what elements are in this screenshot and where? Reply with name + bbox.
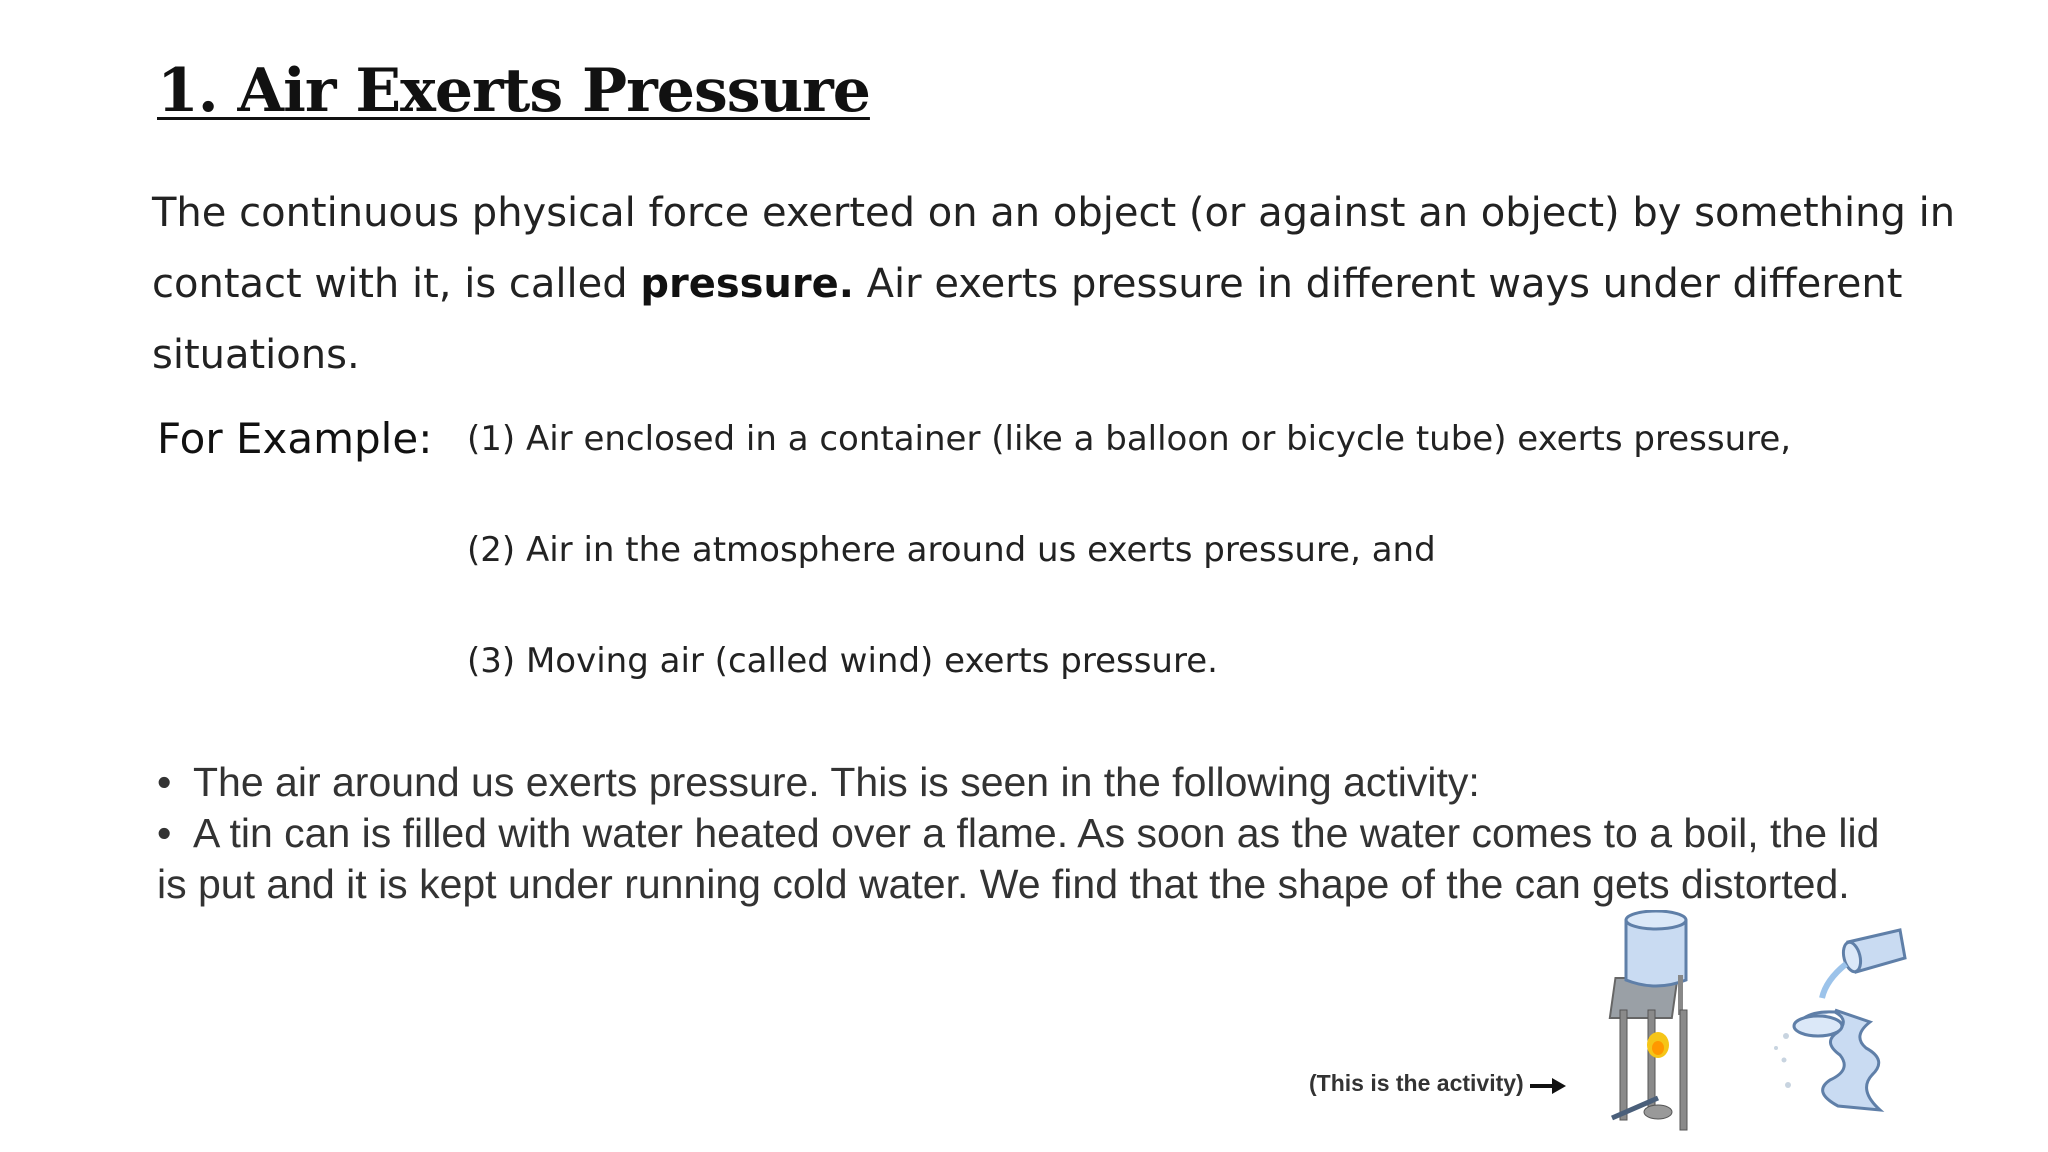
bullet-text-2: A tin can is filled with water heated over a flame. As soon as the water comes to a boil, the lid is put and it is kept under running cold water. We find that the shape of the can gets distorted. bbox=[157, 810, 1880, 907]
bullet-list bbox=[157, 757, 1917, 910]
example-item-3: (3) Moving air (called wind) exerts pressure. bbox=[467, 641, 1218, 681]
heated-can-on-stand-icon bbox=[1610, 911, 1687, 1130]
bullet-item-1 bbox=[157, 757, 1917, 808]
bullet-marker: • bbox=[157, 810, 172, 856]
arrow-right-icon bbox=[1528, 1076, 1568, 1096]
definition-text-after: Air exerts pressure in different ways under different situations. bbox=[152, 261, 1903, 378]
activity-caption: (This is the activity) bbox=[1309, 1070, 1524, 1096]
slide-title: 1. Air Exerts Pressure bbox=[157, 56, 870, 126]
definition-keyword: pressure. bbox=[640, 261, 854, 307]
example-item-1: (1) Air enclosed in a container (like a balloon or bicycle tube) exerts pressure, bbox=[467, 419, 1792, 459]
activity-illustration bbox=[1590, 910, 1920, 1135]
definition-text-before: The continuous physical force exerted on an object (or against an object) by something in contact with it, is called bbox=[152, 190, 1956, 307]
bullet-text-1: The air around us exerts pressure. This is seen in the following activity: bbox=[193, 759, 1480, 805]
example-label: For Example: bbox=[157, 414, 433, 463]
bullet-marker: • bbox=[157, 759, 172, 805]
definition-paragraph bbox=[152, 178, 1982, 391]
crushed-can-under-water-icon bbox=[1774, 930, 1905, 1110]
bullet-item-2 bbox=[157, 808, 1917, 910]
example-item-2: (2) Air in the atmosphere around us exerts pressure, and bbox=[467, 530, 1436, 570]
